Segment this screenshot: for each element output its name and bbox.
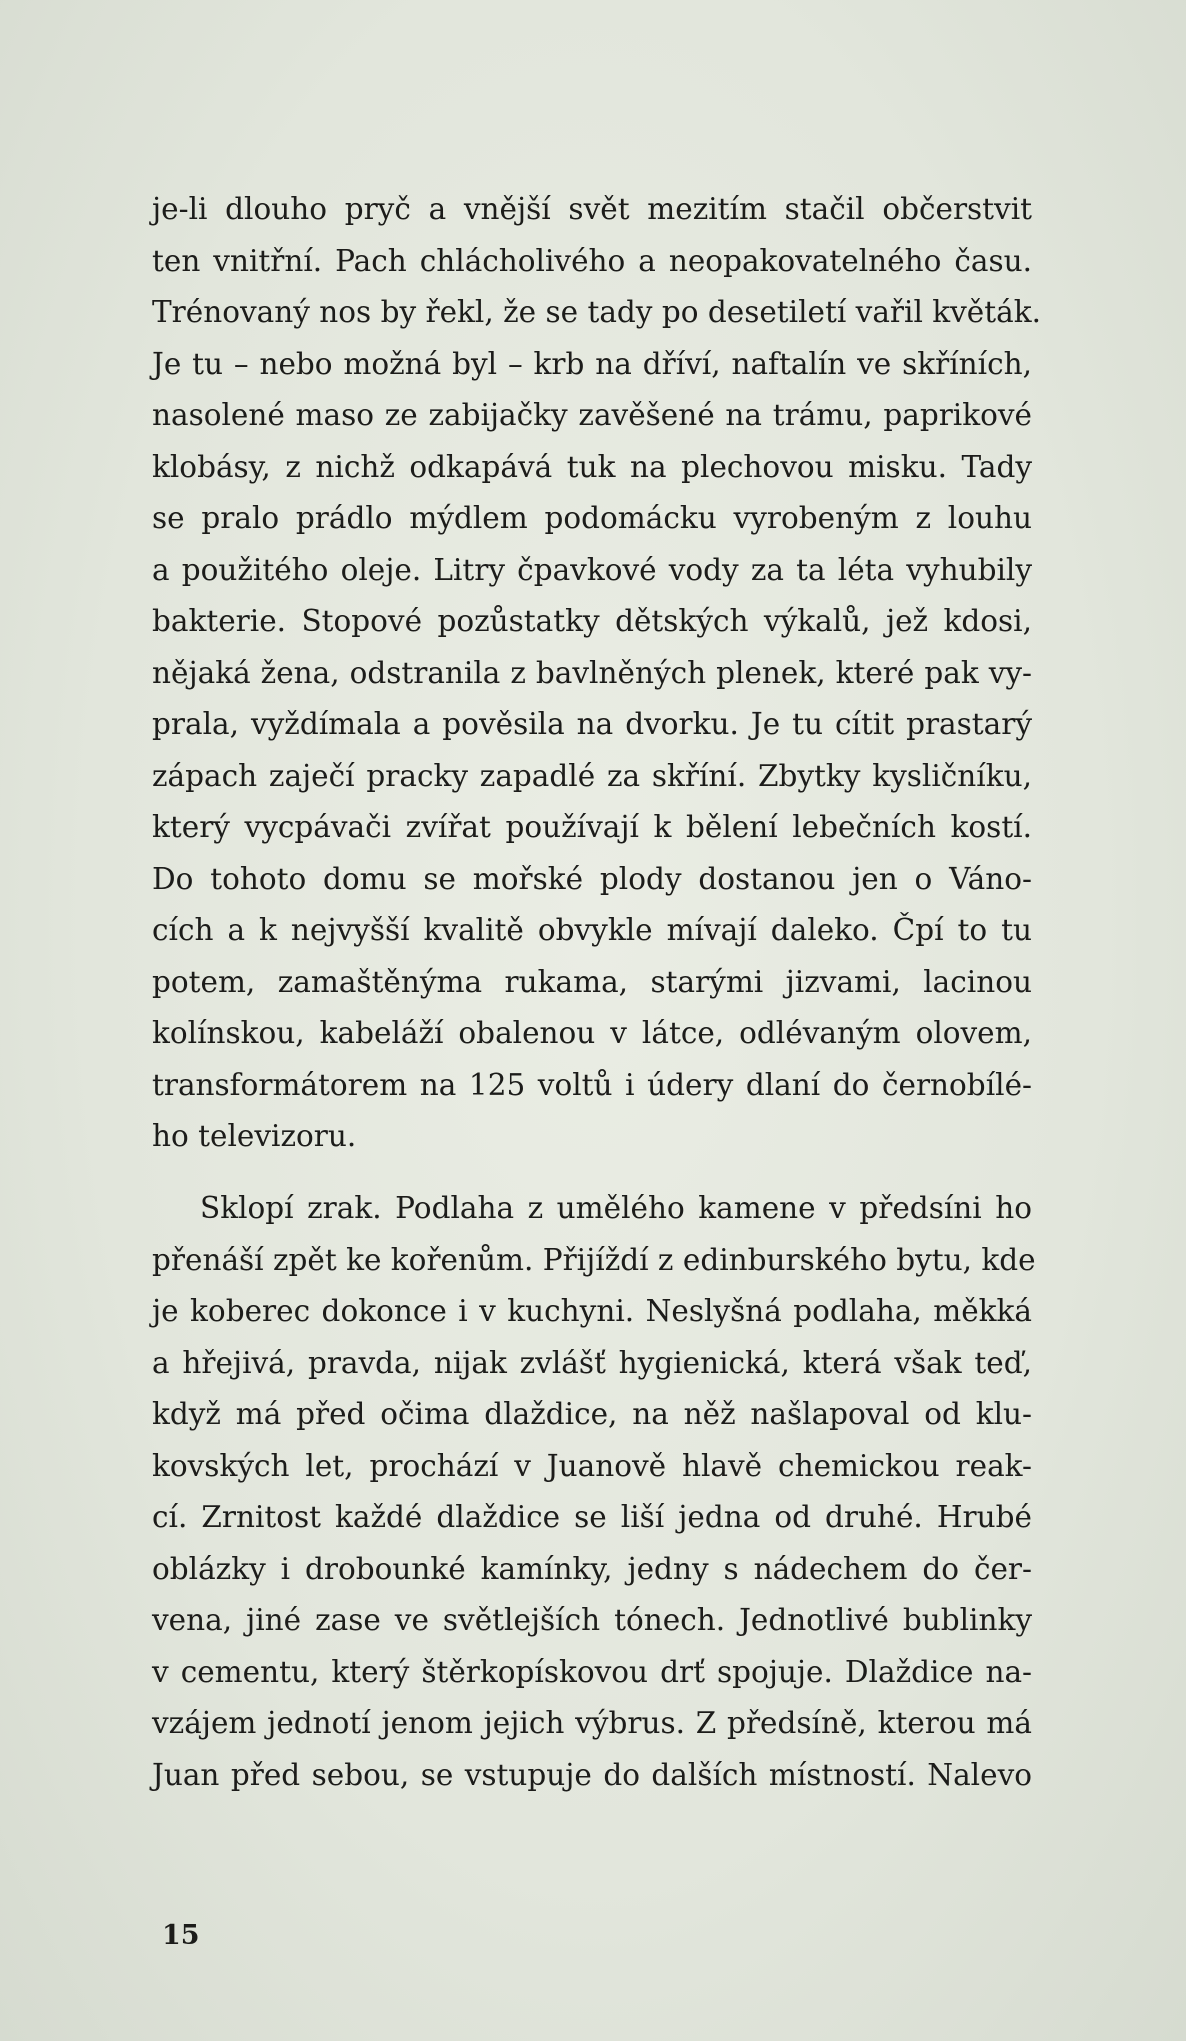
text-line: transformátorem na 125 voltů i údery dlaní do černobílé-	[152, 1067, 1032, 1102]
text-line: nasolené maso ze zabijačky zavěšené na trámu, paprikové	[152, 398, 1032, 432]
text-line: oblázky i drobounké kamínky, jedny s nádechem do čer-	[152, 1551, 1032, 1586]
text-line: přenáší zpět ke kořenům. Přijíždí z edinburského bytu, kde	[152, 1242, 1036, 1277]
text-line: ten vnitřní. Pach chlácholivého a neopakovatelného času.	[152, 243, 1032, 278]
text-line: potem, zamaštěnýma rukama, starými jizvami, lacinou	[152, 964, 1032, 999]
text-line: Trénovaný nos by řekl, že se tady po desetiletí vařil květák.	[152, 295, 1041, 329]
text-line: který vycpávači zvířat používají k bělení lebečních kostí.	[152, 810, 1032, 844]
text-line: v cementu, který štěrkopískovou drť spojuje. Dlaždice na-	[152, 1654, 1032, 1689]
text-line: prala, vyždímala a pověsila na dvorku. Je tu cítit prastarý	[152, 707, 1032, 741]
text-line: kovských let, prochází v Juanově hlavě chemickou reak-	[152, 1448, 1032, 1483]
text-line: Je tu – nebo možná byl – krb na dříví, naftalín ve skříních,	[152, 346, 1032, 381]
text-line: když má před očima dlaždice, na něž našlapoval od klu-	[152, 1397, 1032, 1431]
text-line: a hřejivá, pravda, nijak zvlášť hygienická, která však teď,	[152, 1345, 1032, 1380]
paragraph-2	[152, 1183, 1036, 1801]
text-line: vena, jiné zase ve světlejších tónech. Jednotlivé bublinky	[152, 1603, 1032, 1637]
text-line: se pralo prádlo mýdlem podomácku vyrobeným z louhu	[152, 501, 1032, 535]
text-line: cích a k nejvyšší kvalitě obvykle mívají daleko. Čpí to tu	[152, 913, 1032, 947]
text-line: je koberec dokonce i v kuchyni. Neslyšná podlaha, měkká	[152, 1294, 1032, 1328]
text-line: ho televizoru.	[152, 1119, 357, 1153]
text-line: nějaká žena, odstranila z bavlněných plenek, které pak vy-	[152, 655, 1032, 690]
text-line: klobásy, z nichž odkapává tuk na plechovou misku. Tady	[152, 449, 1032, 484]
text-line: vzájem jednotí jenom jejich výbrus. Z předsíně, kterou má	[152, 1706, 1032, 1740]
text-line: Sklopí zrak. Podlaha z umělého kamene v předsíni ho	[200, 1191, 1032, 1225]
text-line: cí. Zrnitost každé dlaždice se liší jedna od druhé. Hrubé	[152, 1500, 1032, 1534]
text-line: a použitého oleje. Litry čpavkové vody za ta léta vyhubily	[152, 552, 1032, 587]
text-line: Do tohoto domu se mořské plody dostanou jen o Váno-	[152, 861, 1032, 896]
text-line: bakterie. Stopové pozůstatky dětských výkalů, jež kdosi,	[152, 604, 1032, 638]
text-line: zápach zaječí pracky zapadlé za skříní. Zbytky kysličníku,	[152, 758, 1032, 793]
text-line: je-li dlouho pryč a vnější svět mezitím stačil občerstvit	[152, 192, 1032, 226]
paragraph-1	[152, 184, 1041, 1163]
page-number: 15	[162, 1920, 200, 1951]
text-line: Juan před sebou, se vstupuje do dalších místností. Nalevo	[152, 1757, 1032, 1792]
text-line: kolínskou, kabeláží obalenou v látce, odlévaným olovem,	[152, 1016, 1032, 1050]
